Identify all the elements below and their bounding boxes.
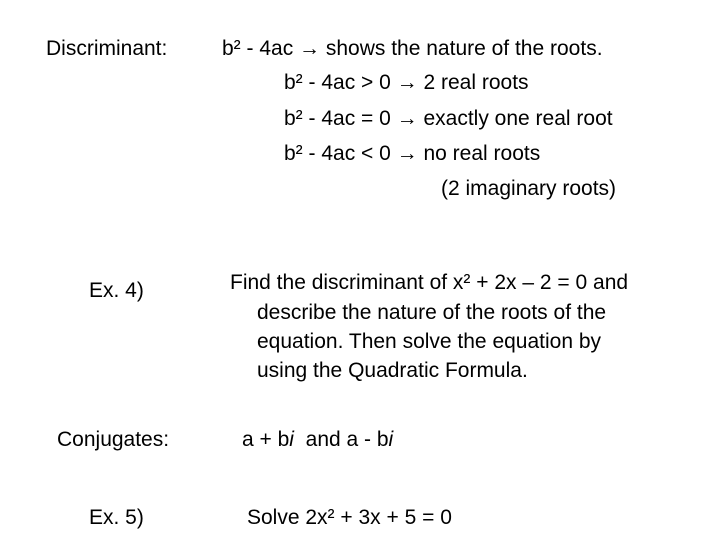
- example5-text: Solve 2x² + 3x + 5 = 0: [247, 506, 452, 529]
- discriminant-case-negative: b² - 4ac < 0 → no real roots: [284, 142, 541, 165]
- example4-line-1: Find the discriminant of x² + 2x – 2 = 0 and: [230, 271, 629, 294]
- conjugates-label: Conjugates:: [57, 428, 170, 451]
- example4-line-2: describe the nature of the roots of the: [257, 301, 607, 324]
- example4-line-4: using the Quadratic Formula.: [257, 359, 528, 382]
- discriminant-case-positive: b² - 4ac > 0 → 2 real roots: [284, 71, 529, 94]
- conjugates-italic-2: i: [388, 428, 394, 451]
- conjugates-expression: [242, 429, 393, 450]
- example5-label: Ex. 5): [89, 506, 144, 529]
- example4-label: Ex. 4): [89, 279, 144, 302]
- discriminant-case-negative-note: (2 imaginary roots): [441, 177, 617, 200]
- discriminant-headline: b² - 4ac → shows the nature of the roots.: [222, 37, 603, 60]
- example4-line-3: equation. Then solve the equation by: [257, 330, 602, 353]
- discriminant-case-zero: b² - 4ac = 0 → exactly one real root: [284, 107, 613, 130]
- conjugates-part-2: and a - b: [293, 428, 389, 451]
- conjugates-part-1: a + b: [242, 428, 290, 451]
- conjugates-italic-1: i: [289, 428, 294, 451]
- discriminant-label: Discriminant:: [46, 37, 168, 60]
